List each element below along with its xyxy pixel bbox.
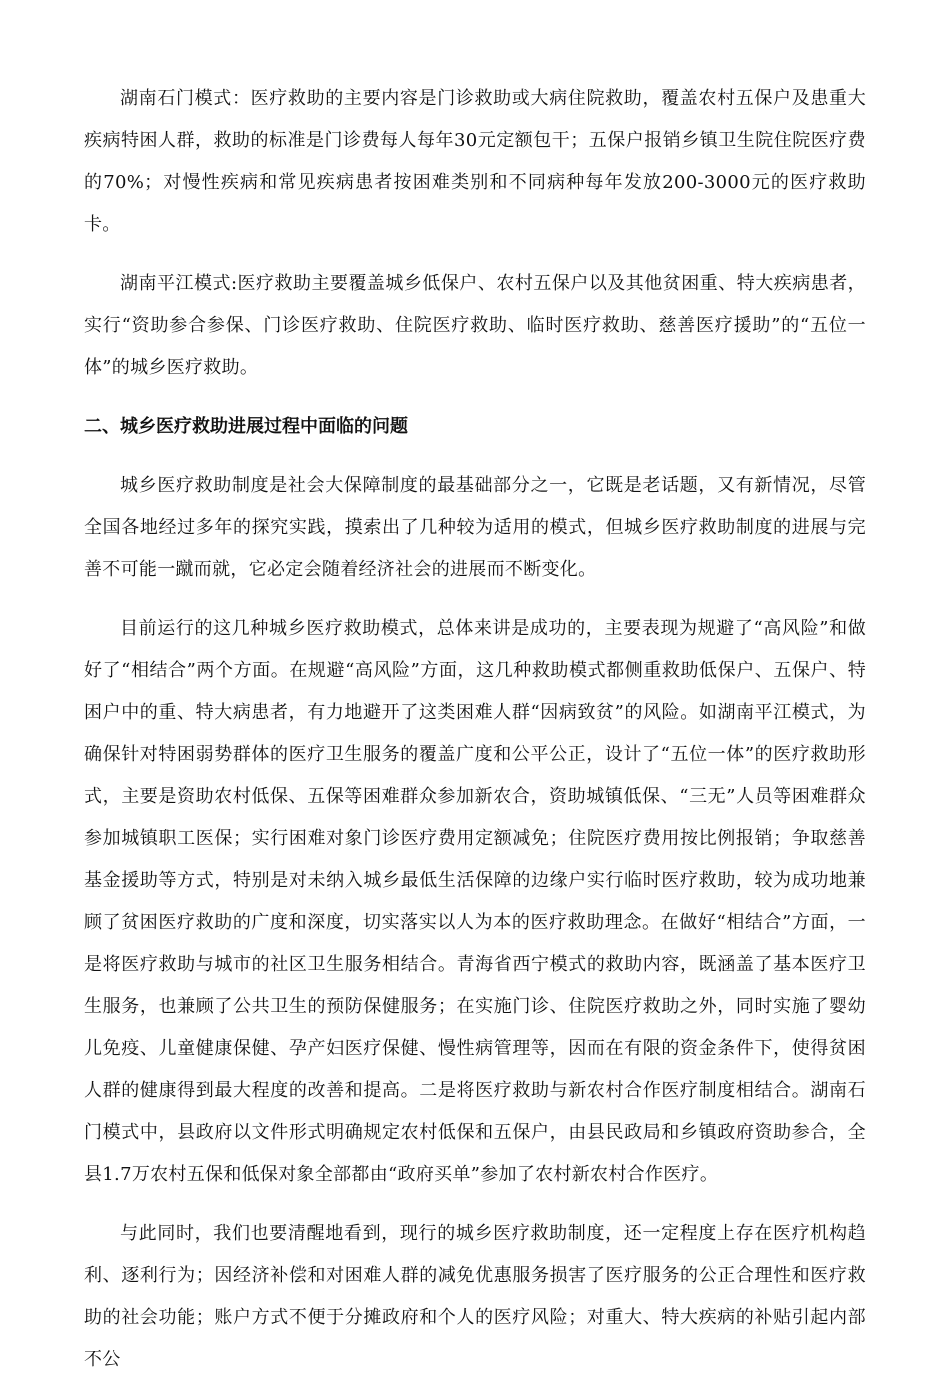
paragraph-existing-problems: 与此同时，我们也要清醒地看到，现行的城乡医疗救助制度，还一定程度上存在医疗机构趋利、逐利行为；因经济补偿和对困难人群的减免优惠服务损害了医疗服务的公正合理性和医疗救助的社会功能；账户方式不便于分摊政府和个人的医疗风险；对重大、特大疾病的补贴引起内部不公 (84, 1223, 866, 1370)
paragraph-shimen-model: 湖南石门模式：医疗救助的主要内容是门诊救助或大病住院救助，覆盖农村五保户及患重大疾病特困人群，救助的标准是门诊费每人每年30元定额包干；五保户报销乡镇卫生院住院医疗费的70%；对慢性疾病和常见疾病患者按困难类别和不同病种每年发放200-3000元的医疗救助卡。 (84, 88, 866, 235)
paragraph-pingjiang-model: 湖南平江模式:医疗救助主要覆盖城乡低保户、农村五保户以及其他贫困重、特大疾病患者，实行“资助参合参保、门诊医疗救助、住院医疗救助、临时医疗救助、慈善医疗援助”的“五位一体”的城乡医疗救助。 (84, 273, 866, 378)
paragraph-system-overview: 城乡医疗救助制度是社会大保障制度的最基础部分之一，它既是老话题，又有新情况，尽管全国各地经过多年的探究实践，摸索出了几种较为适用的模式，但城乡医疗救助制度的进展与完善不可能一蹴而就，它必定会随着经济社会的进展而不断变化。 (84, 475, 866, 580)
section-heading: 二、城乡医疗救助进展过程中面临的问题 (84, 416, 408, 437)
paragraph-current-models: 目前运行的这几种城乡医疗救助模式，总体来讲是成功的，主要表现为规避了“高风险”和做好了“相结合”两个方面。在规避“高风险”方面，这几种救助模式都侧重救助低保户、五保户、特困户中的重、特大病患者，有力地避开了这类困难人群“因病致贫”的风险。如湖南平江模式，为确保针对特困弱势群体的医疗卫生服务的覆盖广度和公平公正，设计了“五位一体”的医疗救助形式，主要是资助农村低保、五保等困难群众参加新农合，资助城镇低保、“三无”人员等困难群众参加城镇职工医保；实行困难对象门诊医疗费用定额减免；住院医疗费用按比例报销；争取慈善基金援助等方式，特别是对未纳入城乡最低生活保障的边缘户实行临时医疗救助，较为成功地兼顾了贫困医疗救助的广度和深度，切实落实以人为本的医疗救助理念。在做好“相结合”方面，一是将医疗救助与城市的社区卫生服务相结合。青海省西宁模式的救助内容，既涵盖了基本医疗卫生服务，也兼顾了公共卫生的预防保健服务；在实施门诊、住院医疗救助之外，同时实施了婴幼儿免疫、儿童健康保健、孕产妇医疗保健、慢性病管理等，因而在有限的资金条件下，使得贫困人群的健康得到最大程度的改善和提高。二是将医疗救助与新农村合作医疗制度相结合。湖南石门模式中，县政府以文件形式明确规定农村低保和五保户，由县民政局和乡镇政府资助参合，全县1.7万农村五保和低保对象全部都由“政府买单”参加了农村新农村合作医疗。 (84, 618, 866, 1185)
